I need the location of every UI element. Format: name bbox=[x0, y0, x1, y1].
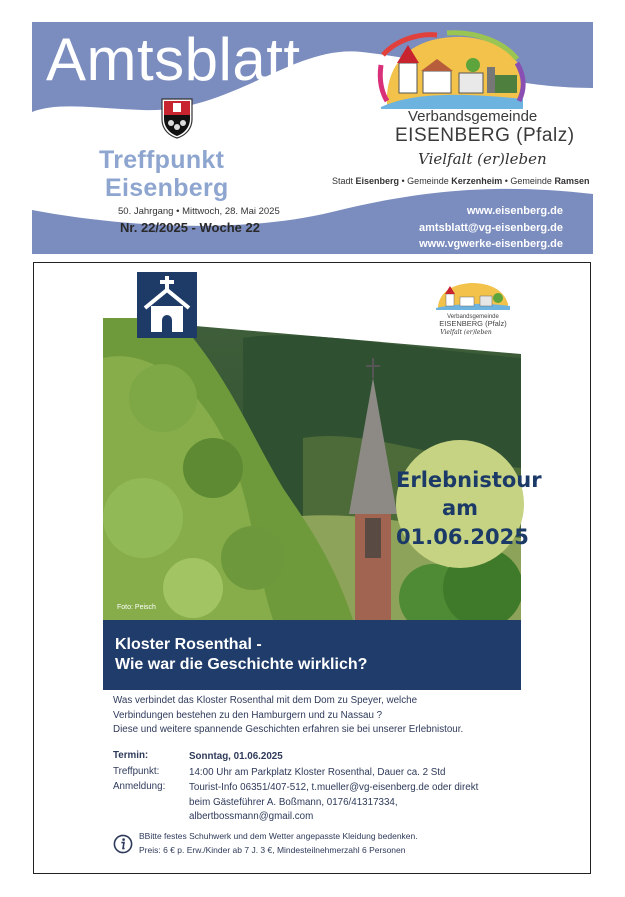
info-icon bbox=[113, 834, 133, 854]
vg-name-line-1: Verbandsgemeinde bbox=[408, 108, 538, 125]
church-icon-box bbox=[137, 272, 197, 338]
note-line-2: Preis: 6 € p. Erw./Kinder ab 7 J. 3 €, Mindesteilnehmerzahl 6 Personen bbox=[139, 845, 406, 855]
poster-vg-logo bbox=[432, 280, 514, 336]
vg-eisenberg-logo bbox=[377, 25, 527, 121]
issue-info: 50. Jahrgang • Mittwoch, 28. Mai 2025 bbox=[118, 206, 280, 217]
vgwerke-link[interactable]: www.vgwerke-eisenberg.de bbox=[419, 238, 563, 250]
photo-credit: Foto: Peisch bbox=[117, 604, 156, 611]
vg-name-line-2: EISENBERG (Pfalz) bbox=[395, 125, 575, 146]
poster-logo-slogan: Vielfalt (er)leben bbox=[440, 329, 492, 336]
subtitle-line-2: Eisenberg bbox=[105, 174, 229, 202]
treffpunkt-label: Treffpunkt: bbox=[113, 766, 160, 777]
badge-line-1: Erlebnistour bbox=[396, 468, 542, 492]
subtitle-line-1: Treffpunkt bbox=[99, 146, 225, 174]
headline-line-2: Wie war die Geschichte wirklich? bbox=[115, 656, 368, 673]
note-line-1: BBitte festes Schuhwerk und dem Wetter angepasste Kleidung bedenken. bbox=[139, 831, 418, 841]
intro-line-2: Verbindungen bestehen zu den Hamburgern und zu Nassau ? bbox=[113, 709, 383, 721]
badge-text bbox=[396, 466, 542, 551]
municipalities-line: Stadt Eisenberg • Gemeinde Kerzenheim • Gemeinde Ramsen bbox=[332, 176, 590, 186]
treffpunkt-value: 14:00 Uhr am Parkplatz Kloster Rosenthal, Dauer ca. 2 Std bbox=[189, 767, 446, 778]
intro-text bbox=[113, 694, 513, 738]
vg-slogan: Vielfalt (er)leben bbox=[418, 150, 547, 168]
anmeldung-line-2: beim Gästeführer A. Boßmann, 0176/41317334, bbox=[189, 796, 398, 808]
church-icon bbox=[137, 272, 197, 338]
poster-logo-line-2: EISENBERG (Pfalz) bbox=[439, 319, 507, 328]
termin-value: Sonntag, 01.06.2025 bbox=[189, 751, 283, 762]
anmeldung-value bbox=[189, 781, 519, 825]
headline-line-1: Kloster Rosenthal - bbox=[115, 636, 262, 653]
issue-number: Nr. 22/2025 - Woche 22 bbox=[120, 220, 260, 235]
termin-label: Termin: bbox=[113, 750, 149, 761]
badge-line-3: 01.06.2025 bbox=[396, 524, 529, 549]
poster-logo-line-1: Verbandsgemeinde bbox=[447, 314, 499, 320]
coat-of-arms-icon bbox=[160, 97, 194, 139]
anmeldung-label: Anmeldung: bbox=[113, 781, 166, 792]
intro-line-1: Was verbindet das Kloster Rosenthal mit dem Dom zu Speyer, welche bbox=[113, 695, 418, 706]
website-link[interactable]: www.eisenberg.de bbox=[466, 205, 563, 217]
badge-line-2: am bbox=[441, 496, 479, 521]
publication-title: Amtsblatt bbox=[46, 26, 301, 93]
email-link[interactable]: amtsblatt@vg-eisenberg.de bbox=[419, 222, 563, 234]
intro-line-3: Diese und weitere spannende Geschichten erfahren sie bei unserer Erlebnistour. bbox=[113, 724, 464, 736]
anmeldung-email[interactable]: albertbossmann@gmail.com bbox=[189, 811, 314, 823]
anmeldung-line-1: Tourist-Info 06351/407-512, t.mueller@vg-eisenberg.de oder direkt bbox=[189, 782, 479, 793]
masthead bbox=[32, 22, 593, 254]
headline-banner bbox=[103, 620, 521, 690]
